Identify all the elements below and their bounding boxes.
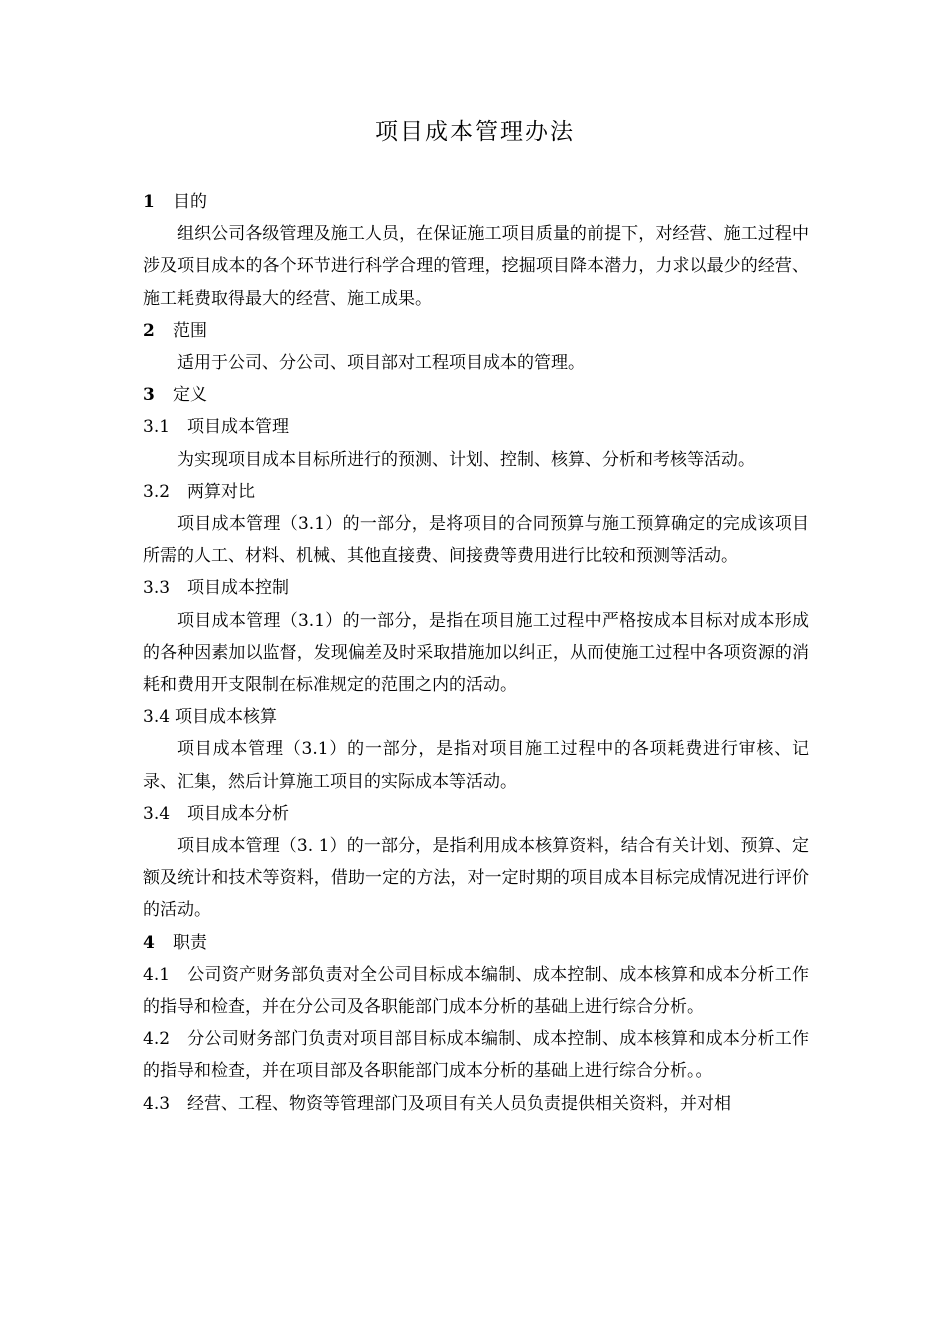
subsection-title: 项目成本分析 [187,803,289,824]
duty-text: 分公司财务部门负责对项目部目标成本编制、成本控制、成本核算和成本分析工作的指导和检查，并在项目部及各职能部门成本分析的基础上进行综合分析。。 [143,1029,809,1082]
document-body [143,186,809,1120]
section-paragraph: 项目成本管理（3.1）的一部分，是指对项目施工过程中的各项耗费进行审核、记录、汇集，然后计算施工项目的实际成本等活动。 [143,739,809,792]
section-number: 4 [143,932,155,953]
duty-number: 4.2 [143,1029,171,1050]
section-heading-2 [143,315,809,347]
duty-item-4-2 [143,1023,809,1087]
section-paragraph: 适用于公司、分公司、项目部对工程项目成本的管理。 [177,353,585,374]
duty-item-4-1 [143,959,809,1023]
section-heading-4 [143,927,809,959]
subsection-title: 项目成本管理 [187,417,289,438]
section-paragraph: 组织公司各级管理及施工人员，在保证施工项目质量的前提下，对经营、施工过程中涉及项目成本的各个环节进行科学合理的管理，挖掘项目降本潜力，力求以最少的经营、施工耗费取得最大的经营、施工成果。 [143,224,809,309]
duty-text: 经营、工程、物资等管理部门及项目有关人员负责提供相关资料，并对相 [187,1093,731,1114]
section-heading-3 [143,379,809,411]
section-paragraph: 项目成本管理（3.1）的一部分，是将项目的合同预算与施工预算确定的完成该项目所需的人工、材料、机械、其他直接费、间接费等费用进行比较和预测等活动。 [143,514,809,567]
duty-text: 公司资产财务部负责对全公司目标成本编制、成本控制、成本核算和成本分析工作的指导和检查，并在分公司及各职能部门成本分析的基础上进行综合分析。 [143,964,809,1018]
duty-number: 4.1 [143,964,171,985]
subsection-heading-3-4-accounting [143,701,809,733]
section-title: 定义 [173,385,207,406]
document-title: 项目成本管理办法 [375,119,575,145]
subsection-heading-3-2 [143,476,809,508]
subsection-number: 3.1 [143,417,171,438]
subsection-number: 3.3 [143,578,171,599]
section-paragraph: 项目成本管理（3.1）的一部分，是指在项目施工过程中严格按成本目标对成本形成的各种因素加以监督，发现偏差及时采取措施加以纠正，从而使施工过程中各项资源的消耗和费用开支限制在标准规定的范围之内的活动。 [143,610,809,696]
section-number: 2 [143,320,155,341]
section-heading-1 [143,186,809,218]
subsection-heading-3-4-analysis [143,798,809,830]
subsection-title: 项目成本核算 [175,707,277,728]
section-paragraph: 为实现项目成本目标所进行的预测、计划、控制、核算、分析和考核等活动。 [177,449,755,470]
subsection-number: 3.4 [143,803,171,824]
subsection-number: 3.2 [143,481,171,502]
duty-number: 4.3 [143,1093,171,1114]
subsection-title: 两算对比 [187,481,255,502]
subsection-heading-3-1 [143,411,809,443]
section-number: 1 [143,192,155,212]
section-title: 职责 [173,932,207,953]
section-number: 3 [143,385,155,406]
section-title: 范围 [173,320,207,341]
duty-item-4-3 [143,1088,809,1120]
subsection-heading-3-3 [143,572,809,604]
subsection-number: 3.4 [143,707,171,728]
subsection-title: 项目成本控制 [187,578,289,599]
section-title: 目的 [173,192,207,212]
section-paragraph: 项目成本管理（3. 1）的一部分，是指利用成本核算资料，结合有关计划、预算、定额及统计和技术等资料，借助一定的方法，对一定时期的项目成本目标完成情况进行评价的活动。 [143,836,809,921]
